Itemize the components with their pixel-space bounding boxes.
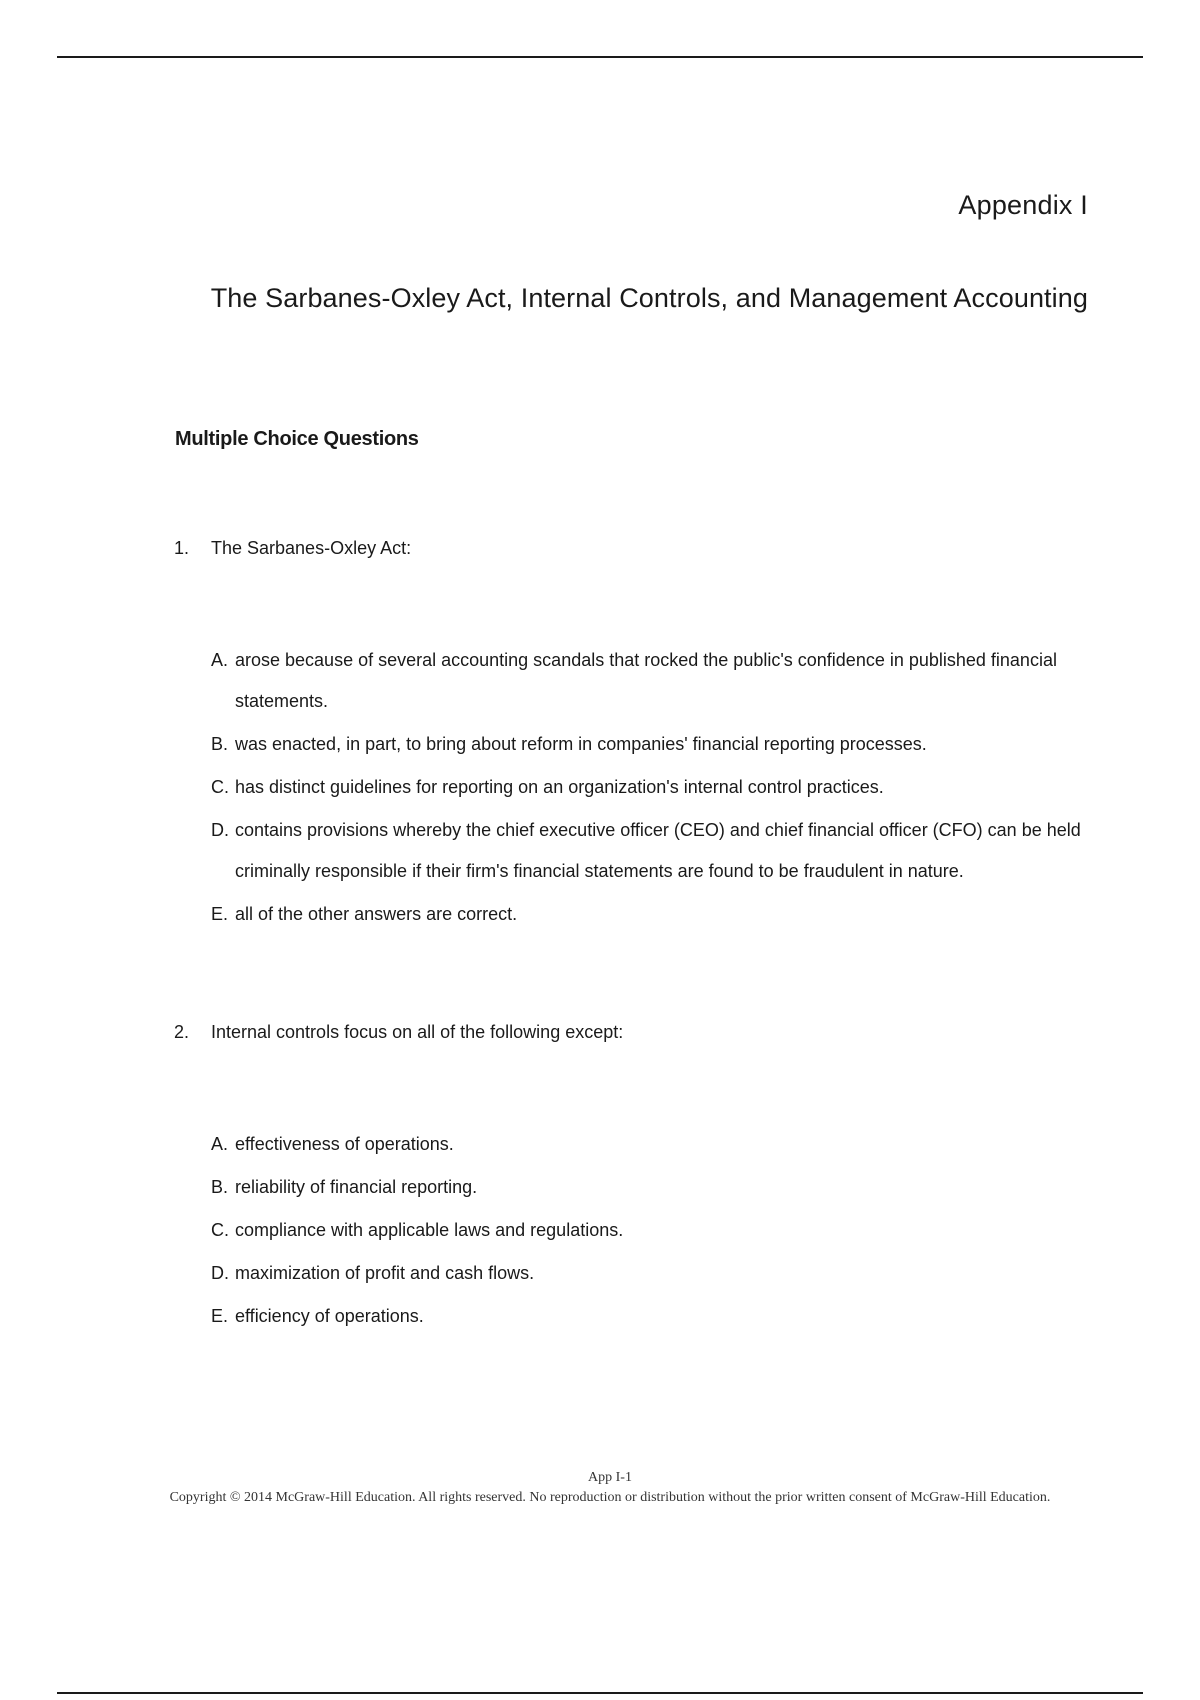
answer-choices (211, 640, 1091, 937)
page-footer (160, 1468, 1060, 1508)
answer-choice (211, 1210, 1091, 1251)
answer-choices (211, 1124, 1091, 1339)
choice-text: was enacted, in part, to bring about reform in companies' financial reporting processes. (235, 734, 927, 754)
choice-text: arose because of several accounting scandals that rocked the public's confidence in published financial statements. (235, 650, 1057, 711)
choice-letter: C. (211, 1220, 229, 1240)
question-1 (174, 538, 1094, 924)
answer-choice (211, 894, 1091, 935)
section-heading: Multiple Choice Questions (175, 428, 419, 450)
choice-letter: B. (211, 734, 229, 754)
choice-text: all of the other answers are correct. (235, 904, 518, 924)
choice-letter: B. (211, 1177, 229, 1197)
choice-text: compliance with applicable laws and regulations. (235, 1220, 624, 1240)
answer-choice (211, 1167, 1091, 1208)
bottom-rule (57, 1692, 1143, 1694)
question-text: Internal controls focus on all of the following except: (211, 1022, 624, 1042)
question-number: 2. (174, 1022, 190, 1042)
choice-letter: A. (211, 650, 229, 670)
answer-choice (211, 810, 1091, 892)
question-stem (174, 1022, 1094, 1043)
choice-letter: E. (211, 904, 229, 924)
question-2 (174, 1022, 1094, 1326)
choice-letter: E. (211, 1306, 229, 1326)
choice-text: contains provisions whereby the chief executive officer (CEO) and chief financial officer (CFO) can be held criminally responsible if their firm's financial statements are found to be fraudulent in nature. (235, 820, 1081, 881)
question-text: The Sarbanes-Oxley Act: (211, 538, 412, 558)
choice-text: reliability of financial reporting. (235, 1177, 478, 1197)
choice-letter: D. (211, 1263, 229, 1283)
top-rule (57, 56, 1143, 58)
answer-choice (211, 640, 1091, 722)
question-number: 1. (174, 538, 190, 558)
answer-choice (211, 1253, 1091, 1294)
answer-choice (211, 724, 1091, 765)
answer-choice (211, 767, 1091, 808)
chapter-title: The Sarbanes-Oxley Act, Internal Controls, and Management Accounting (210, 283, 1088, 313)
choice-text: maximization of profit and cash flows. (235, 1263, 535, 1283)
choice-letter: D. (211, 820, 229, 840)
question-stem (174, 538, 1094, 559)
choice-letter: C. (211, 777, 229, 797)
choice-text: has distinct guidelines for reporting on an organization's internal control practices. (235, 777, 884, 797)
page-number: App I-1 (588, 1470, 632, 1485)
copyright-notice: Copyright © 2014 McGraw-Hill Education. All rights reserved. No reproduction or distribution without the prior written consent of McGraw-Hill Education. (169, 1490, 1051, 1505)
choice-text: effectiveness of operations. (235, 1134, 454, 1154)
choice-letter: A. (211, 1134, 229, 1154)
choice-text: efficiency of operations. (235, 1306, 424, 1326)
answer-choice (211, 1124, 1091, 1165)
appendix-label: Appendix I (958, 190, 1088, 220)
answer-choice (211, 1296, 1091, 1337)
